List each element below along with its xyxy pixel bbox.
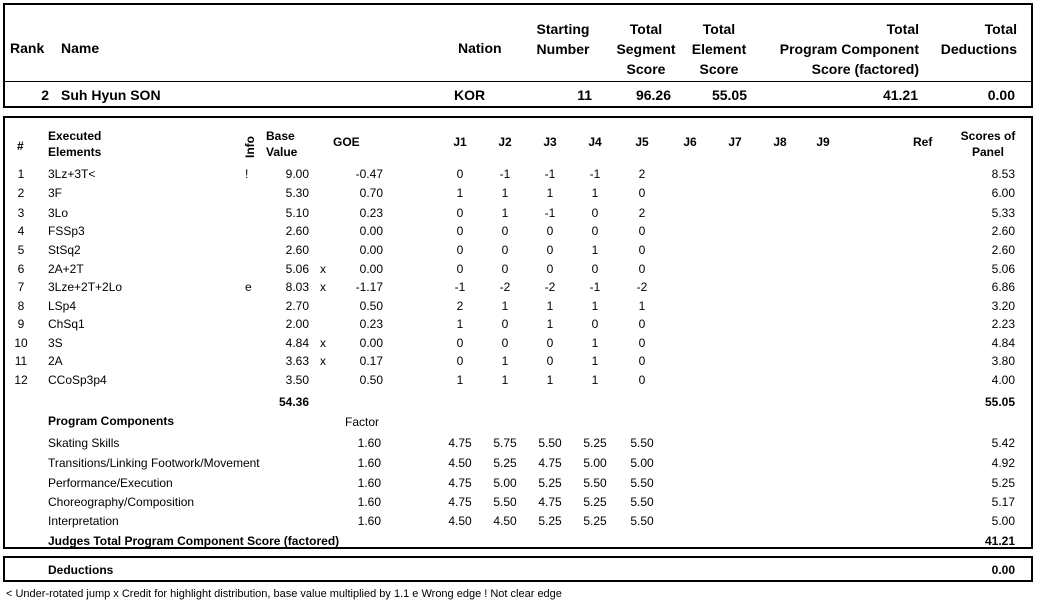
element-base-value: 9.00 <box>285 167 309 181</box>
col-judge-header-5: J5 <box>635 135 649 149</box>
element-base-value: 5.30 <box>285 186 309 200</box>
element-panel-score: 2.60 <box>991 243 1015 257</box>
col-judge-header-7: J7 <box>728 135 742 149</box>
col-ref-header: Ref <box>913 135 933 149</box>
element-judge-5: 0 <box>638 186 646 200</box>
component-name: Transitions/Linking Footwork/Movement <box>48 456 260 470</box>
col-judge-header-8: J8 <box>773 135 787 149</box>
element-judge-1: 0 <box>456 262 464 276</box>
skater-total-segment-score: 96.26 <box>635 87 671 103</box>
element-num: 11 <box>14 354 28 368</box>
col-judge-header-9: J9 <box>816 135 830 149</box>
component-judge-4: 5.00 <box>583 456 607 470</box>
component-score: 5.00 <box>991 514 1015 528</box>
component-judge-3: 4.75 <box>538 495 562 509</box>
element-panel-score: 5.33 <box>991 206 1015 220</box>
legend: < Under-rotated jump x Credit for highlight distribution, base value multiplied by 1.1 e Wrong edge ! Not clear edge <box>6 588 562 600</box>
element-goe: 0.00 <box>359 336 383 350</box>
element-judge-4: -1 <box>589 167 601 181</box>
element-judge-4: 1 <box>591 186 599 200</box>
rank-header: Rank <box>10 40 45 56</box>
col-judge-header-4: J4 <box>588 135 602 149</box>
element-goe: -1.17 <box>355 280 383 294</box>
element-num: 5 <box>17 243 25 257</box>
component-factor: 1.60 <box>357 495 381 509</box>
element-name: StSq2 <box>48 243 81 257</box>
element-judge-2: 1 <box>501 354 509 368</box>
program-components-title: Program Components <box>48 414 175 428</box>
element-judge-1: 2 <box>456 299 464 313</box>
component-judge-2: 5.50 <box>493 495 517 509</box>
component-score: 5.17 <box>991 495 1015 509</box>
col-scores-of-panel-header: Scores of Panel <box>960 129 1016 159</box>
element-info: e <box>245 280 252 294</box>
nation-header: Nation <box>458 40 502 56</box>
element-judge-3: -1 <box>544 206 556 220</box>
element-panel-score: 6.00 <box>991 186 1015 200</box>
element-base-value: 5.10 <box>285 206 309 220</box>
col-judge-header-1: J1 <box>453 135 467 149</box>
col-judge-header-2: J2 <box>498 135 512 149</box>
element-judge-1: 0 <box>456 336 464 350</box>
element-judge-4: 0 <box>591 206 599 220</box>
elements-base-total: 54.36 <box>278 395 309 409</box>
element-name: 3F <box>48 186 63 200</box>
total-pcs-header: Total Program Component Score (factored) <box>779 21 919 77</box>
element-num: 10 <box>14 336 28 350</box>
element-judge-1: 1 <box>456 373 464 387</box>
component-judge-1: 4.50 <box>448 514 472 528</box>
element-goe: 0.00 <box>359 262 383 276</box>
element-judge-2: 1 <box>501 373 509 387</box>
component-judge-3: 5.25 <box>538 514 562 528</box>
element-goe: 0.23 <box>359 206 383 220</box>
component-judge-2: 4.50 <box>493 514 517 528</box>
element-goe: 0.23 <box>359 317 383 331</box>
element-goe: 0.50 <box>359 373 383 387</box>
component-judge-4: 5.25 <box>583 436 607 450</box>
element-panel-score: 3.80 <box>991 354 1015 368</box>
element-num: 12 <box>14 373 28 387</box>
element-judge-3: 0 <box>546 336 554 350</box>
component-judge-2: 5.25 <box>493 456 517 470</box>
element-base-value: 3.50 <box>285 373 309 387</box>
element-panel-score: 4.84 <box>991 336 1015 350</box>
element-num: 9 <box>17 317 25 331</box>
element-judge-5: 0 <box>638 354 646 368</box>
starting-number-header: Starting Number <box>536 21 590 57</box>
component-judge-3: 5.25 <box>538 476 562 490</box>
element-base-value: 5.06 <box>285 262 309 276</box>
element-num: 1 <box>17 167 25 181</box>
element-goe: 0.00 <box>359 243 383 257</box>
element-info: ! <box>245 167 249 181</box>
element-judge-5: -2 <box>636 280 648 294</box>
element-name: 3Lo <box>48 206 69 220</box>
element-name: 3Lz+3T< <box>48 167 96 181</box>
element-judge-3: 0 <box>546 224 554 238</box>
element-name: LSp4 <box>48 299 77 313</box>
total-segment-score-header: Total Segment Score <box>616 21 676 77</box>
component-judge-1: 4.75 <box>448 476 472 490</box>
element-judge-1: 1 <box>456 186 464 200</box>
element-base-value: 2.60 <box>285 243 309 257</box>
element-judge-4: 1 <box>591 373 599 387</box>
element-base-value: 4.84 <box>285 336 309 350</box>
element-judge-5: 0 <box>638 336 646 350</box>
element-judge-1: 0 <box>456 206 464 220</box>
element-base-value: 2.00 <box>285 317 309 331</box>
judges-total-pcs-value: 41.21 <box>984 534 1015 548</box>
skater-nation: KOR <box>454 87 486 103</box>
component-name: Skating Skills <box>48 436 120 450</box>
element-judge-1: 0 <box>456 354 464 368</box>
component-factor: 1.60 <box>357 514 381 528</box>
element-x-mark: x <box>320 336 326 350</box>
element-judge-2: -2 <box>499 280 511 294</box>
deductions-label: Deductions <box>48 563 114 577</box>
element-base-value: 3.63 <box>285 354 309 368</box>
elements-score-total: 55.05 <box>984 395 1015 409</box>
component-name: Performance/Execution <box>48 476 173 490</box>
element-panel-score: 2.60 <box>991 224 1015 238</box>
col-judge-header-6: J6 <box>683 135 697 149</box>
deductions-value: 0.00 <box>991 563 1015 577</box>
score-detail-box <box>3 116 1033 549</box>
element-judge-3: 1 <box>546 299 554 313</box>
element-x-mark: x <box>320 354 326 368</box>
element-judge-4: 1 <box>591 299 599 313</box>
total-element-score-header: Total Element Score <box>691 21 747 77</box>
element-judge-5: 2 <box>638 206 646 220</box>
element-judge-5: 0 <box>638 373 646 387</box>
element-name: CCoSp3p4 <box>48 373 107 387</box>
skater-summary-box <box>3 3 1033 108</box>
element-judge-3: 1 <box>546 186 554 200</box>
component-judge-4: 5.25 <box>583 495 607 509</box>
element-x-mark: x <box>320 262 326 276</box>
element-judge-1: 1 <box>456 317 464 331</box>
component-judge-5: 5.50 <box>630 514 654 528</box>
component-judge-3: 5.50 <box>538 436 562 450</box>
element-judge-2: 1 <box>501 186 509 200</box>
col-num-header: # <box>17 139 24 153</box>
element-judge-3: 0 <box>546 262 554 276</box>
element-name: FSSp3 <box>48 224 85 238</box>
component-score: 5.42 <box>991 436 1015 450</box>
element-num: 2 <box>17 186 25 200</box>
element-judge-4: 0 <box>591 317 599 331</box>
element-goe: 0.50 <box>359 299 383 313</box>
element-judge-5: 0 <box>638 262 646 276</box>
element-judge-3: 0 <box>546 354 554 368</box>
component-score: 4.92 <box>991 456 1015 470</box>
element-judge-4: 0 <box>591 224 599 238</box>
component-judge-5: 5.50 <box>630 436 654 450</box>
element-judge-2: 1 <box>501 299 509 313</box>
element-judge-2: 0 <box>501 243 509 257</box>
skater-total-pcs: 41.21 <box>882 87 918 103</box>
component-judge-5: 5.50 <box>630 495 654 509</box>
component-judge-5: 5.50 <box>630 476 654 490</box>
element-panel-score: 8.53 <box>991 167 1015 181</box>
element-judge-2: -1 <box>499 167 511 181</box>
element-judge-5: 2 <box>638 167 646 181</box>
element-judge-4: 1 <box>591 354 599 368</box>
col-info-header: Info <box>243 136 257 158</box>
skater-name: Suh Hyun SON <box>61 87 161 103</box>
deductions-box <box>3 556 1033 582</box>
element-panel-score: 4.00 <box>991 373 1015 387</box>
component-judge-1: 4.50 <box>448 456 472 470</box>
element-base-value: 2.60 <box>285 224 309 238</box>
element-name: 2A+2T <box>48 262 84 276</box>
element-judge-3: -1 <box>544 167 556 181</box>
element-judge-5: 1 <box>638 299 646 313</box>
element-goe: 0.00 <box>359 224 383 238</box>
component-judge-2: 5.00 <box>493 476 517 490</box>
element-judge-1: -1 <box>454 280 466 294</box>
element-judge-5: 0 <box>638 224 646 238</box>
element-judge-2: 0 <box>501 317 509 331</box>
element-num: 3 <box>17 206 25 220</box>
judges-total-pcs-label: Judges Total Program Component Score (factored) <box>48 534 340 548</box>
skater-starting-number: 11 <box>577 87 592 103</box>
element-judge-3: 1 <box>546 373 554 387</box>
element-num: 4 <box>17 224 25 238</box>
element-x-mark: x <box>320 280 326 294</box>
element-judge-1: 0 <box>456 167 464 181</box>
element-judge-2: 0 <box>501 224 509 238</box>
component-score: 5.25 <box>991 476 1015 490</box>
component-judge-1: 4.75 <box>448 495 472 509</box>
element-num: 8 <box>17 299 25 313</box>
element-num: 7 <box>17 280 25 294</box>
component-judge-3: 4.75 <box>538 456 562 470</box>
element-name: 3Lze+2T+2Lo <box>48 280 123 294</box>
element-name: ChSq1 <box>48 317 85 331</box>
element-goe: -0.47 <box>355 167 383 181</box>
component-judge-2: 5.75 <box>493 436 517 450</box>
element-judge-2: 1 <box>501 206 509 220</box>
element-goe: 0.17 <box>359 354 383 368</box>
col-base-value-header: Base Value <box>266 129 298 159</box>
factor-header: Factor <box>345 415 380 429</box>
element-judge-4: 1 <box>591 243 599 257</box>
component-name: Interpretation <box>48 514 119 528</box>
skater-total-element-score: 55.05 <box>711 87 747 103</box>
element-judge-4: 1 <box>591 336 599 350</box>
element-judge-2: 0 <box>501 336 509 350</box>
col-executed-elements-header: Executed Elements <box>48 129 102 159</box>
element-judge-1: 0 <box>456 243 464 257</box>
element-judge-4: 0 <box>591 262 599 276</box>
element-name: 3S <box>48 336 63 350</box>
element-name: 2A <box>48 354 63 368</box>
element-panel-score: 6.86 <box>991 280 1015 294</box>
element-panel-score: 2.23 <box>991 317 1015 331</box>
component-name: Choreography/Composition <box>48 495 195 509</box>
skater-rank: 2 <box>41 87 49 103</box>
component-factor: 1.60 <box>357 436 381 450</box>
element-judge-2: 0 <box>501 262 509 276</box>
component-judge-1: 4.75 <box>448 436 472 450</box>
element-num: 6 <box>17 262 25 276</box>
component-factor: 1.60 <box>357 476 381 490</box>
element-base-value: 8.03 <box>285 280 309 294</box>
element-judge-5: 0 <box>638 243 646 257</box>
component-judge-5: 5.00 <box>630 456 654 470</box>
total-deductions-header: Total Deductions <box>940 21 1017 57</box>
element-judge-1: 0 <box>456 224 464 238</box>
name-header: Name <box>61 40 100 56</box>
element-panel-score: 5.06 <box>991 262 1015 276</box>
skater-total-deductions: 0.00 <box>987 87 1015 103</box>
header-divider <box>5 81 1031 82</box>
element-judge-4: -1 <box>589 280 601 294</box>
element-judge-3: -2 <box>544 280 556 294</box>
col-goe-header: GOE <box>333 135 360 149</box>
element-base-value: 2.70 <box>285 299 309 313</box>
component-factor: 1.60 <box>357 456 381 470</box>
col-judge-header-3: J3 <box>543 135 557 149</box>
element-judge-3: 1 <box>546 317 554 331</box>
element-goe: 0.70 <box>359 186 383 200</box>
element-panel-score: 3.20 <box>991 299 1015 313</box>
element-judge-3: 0 <box>546 243 554 257</box>
element-judge-5: 0 <box>638 317 646 331</box>
component-judge-4: 5.50 <box>583 476 607 490</box>
component-judge-4: 5.25 <box>583 514 607 528</box>
